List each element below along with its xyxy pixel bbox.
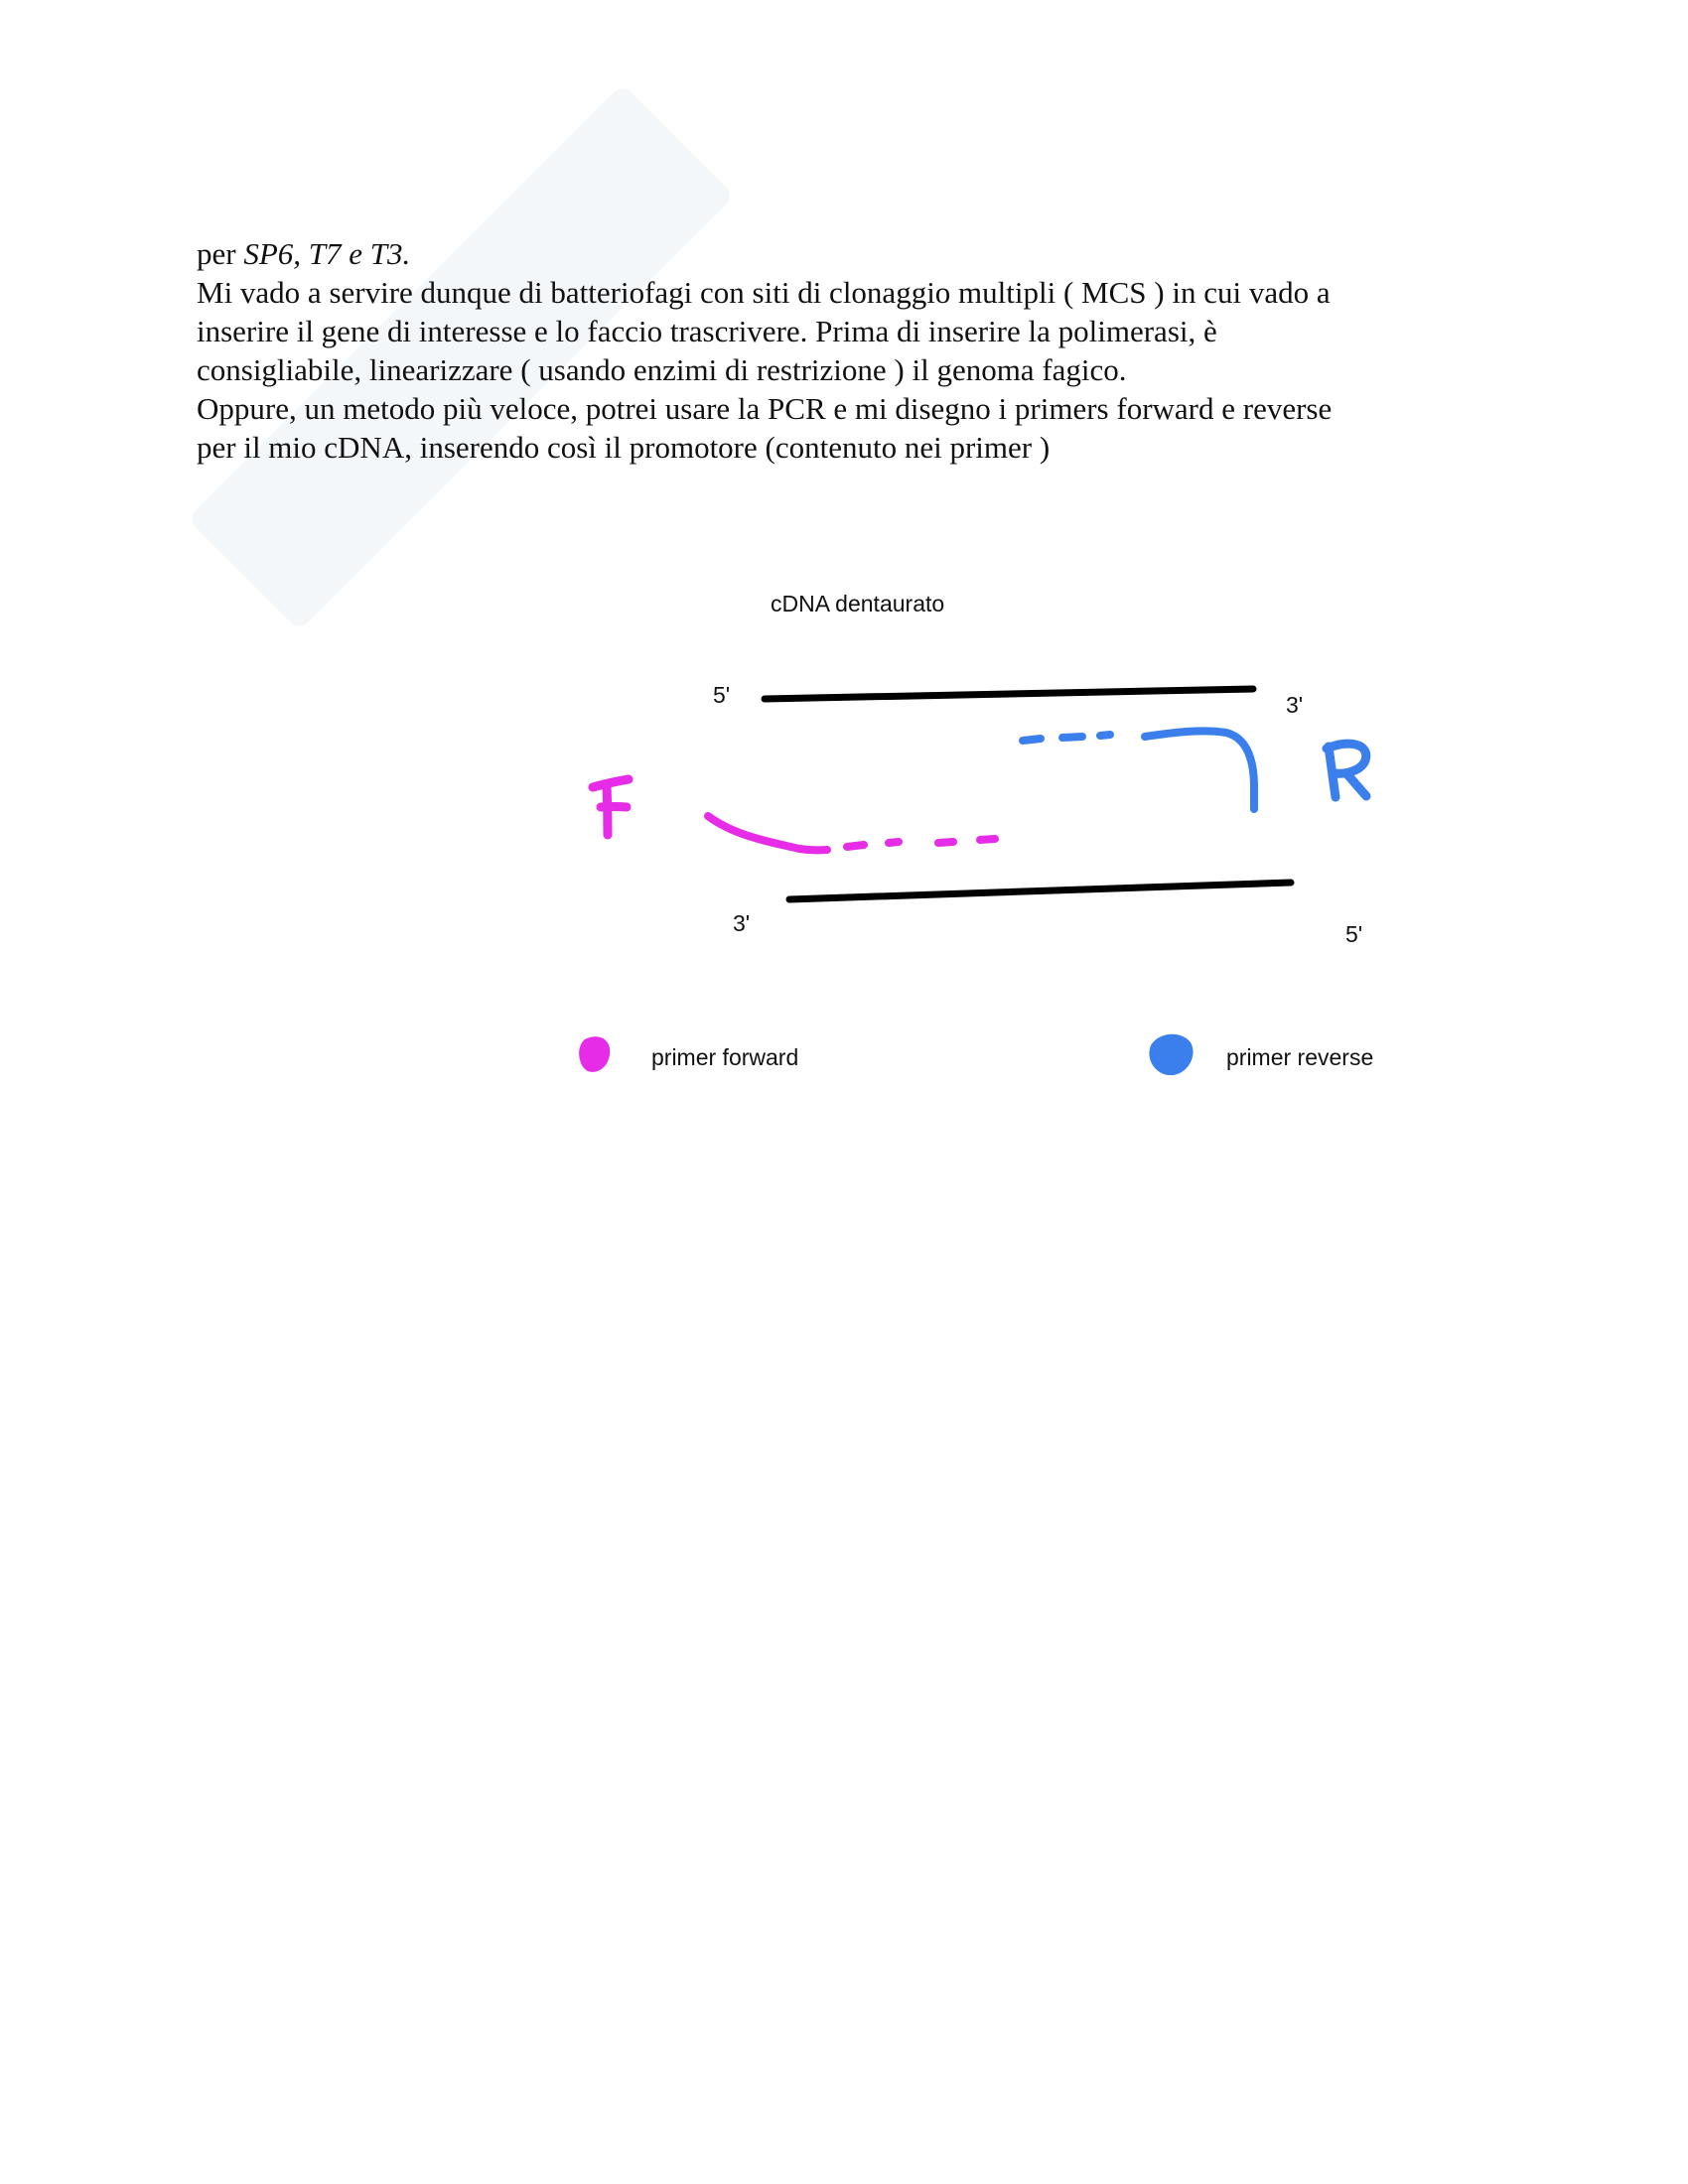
top-strand-5-prime-label: 5' (713, 682, 731, 708)
forward-primer (708, 816, 995, 850)
text-line-2: Mi vado a servire dunque di batteriofagi con siti di clonaggio multipli ( MCS ) in cui vado a (197, 275, 1331, 310)
text-line-1-prefix: per (197, 236, 244, 271)
diagram-title: cDNA dentaurato (771, 591, 945, 616)
forward-letter-F (593, 779, 629, 835)
text-line-1-italic: SP6, T7 e T3. (243, 236, 411, 271)
legend-primer-reverse-label: primer reverse (1226, 1044, 1374, 1070)
text-line-5: Oppure, un metodo più veloce, potrei usare la PCR e mi disegno i primers forward e reverse (197, 391, 1333, 426)
reverse-letter-R (1327, 744, 1366, 797)
bottom-strand (789, 883, 1291, 899)
bottom-strand-3-prime-label: 3' (733, 910, 751, 936)
text-line-6: per il mio cDNA, inserendo così il promotore (contenuto nei primer ) (197, 430, 1051, 465)
text-line-4: consigliabile, linearizzare ( usando enzimi di restrizione ) il genoma fagico. (197, 352, 1127, 387)
top-strand (765, 689, 1253, 699)
reverse-primer (1023, 731, 1254, 809)
primer-forward-legend-dot (579, 1036, 610, 1072)
text-line-3: inserire il gene di interesse e lo faccio trascrivere. Prima di inserire la polimerasi, è (197, 314, 1217, 348)
legend-primer-forward-label: primer forward (651, 1044, 799, 1070)
primer-reverse-legend-dot (1149, 1034, 1193, 1075)
bottom-strand-5-prime-label: 5' (1345, 921, 1363, 947)
top-strand-3-prime-label: 3' (1286, 692, 1304, 718)
